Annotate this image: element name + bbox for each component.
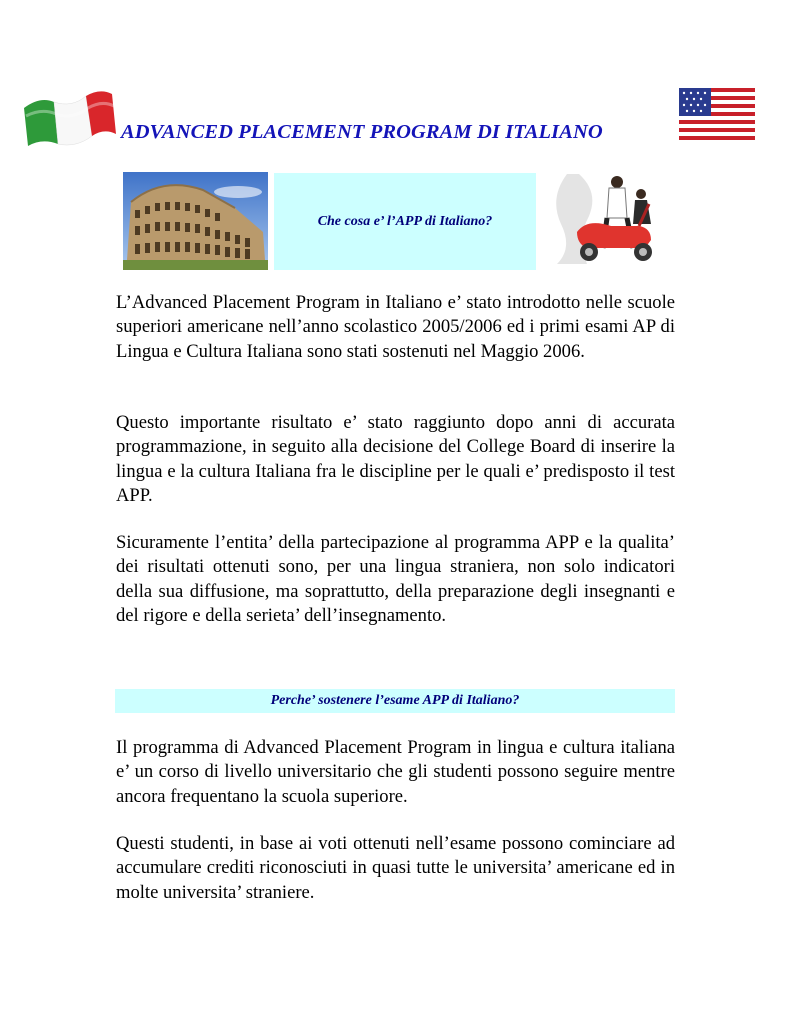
quality-paragraph: Sicuramente l’entita’ della partecipazione al programma APP e la qualita’ dei risultati ottenuti sono, per una lingua straniera, non solo indicatori della sua diffusione, ma soprattutto, della preparazione degli insegnanti e del rigore e della serieta’ dell’insegnamento. (116, 532, 675, 627)
section-heading-bar (115, 689, 675, 713)
section-heading: Perche’ sostenere l’esame APP di Italiano? (270, 693, 520, 708)
program-paragraph: Il programma di Advanced Placement Program in lingua e cultura italiana e’ un corso di livello universitario che gli studenti possono seguire mentre ancora frequentano la scuola superiore. (116, 737, 675, 807)
credits-paragraph: Questi studenti, in base ai voti ottenuti nell’esame possono cominciare ad accumulare crediti riconosciuti in quasi tutte le universita’ americane ed in molte universita’ straniere. (116, 833, 675, 903)
colosseum-photo (123, 172, 268, 270)
intro-question: Che cosa e’ l’APP di Italiano? (317, 213, 493, 229)
italian-flag-icon (20, 86, 118, 150)
intro-question-box (274, 173, 536, 270)
history-paragraph: Questo importante risultato e’ stato raggiunto dopo anni di accurata programmazione, in seguito alla decisione del College Board di inserire la lingua e la cultura Italiana fra le discipline per le quali e’ predisposto il test APP. (116, 412, 675, 507)
couple-on-scooter-photo (547, 168, 667, 268)
page-title: ADVANCED PLACEMENT PROGRAM DI ITALIANO (121, 121, 603, 143)
us-flag-icon (679, 88, 755, 142)
intro-paragraph: L’Advanced Placement Program in Italiano e’ stato introdotto nelle scuole superiori americane nell’anno scolastico 2005/2006 ed i primi esami AP di Lingua e Cultura Italiana sono stati sostenuti nel Maggio 2006. (116, 292, 675, 362)
